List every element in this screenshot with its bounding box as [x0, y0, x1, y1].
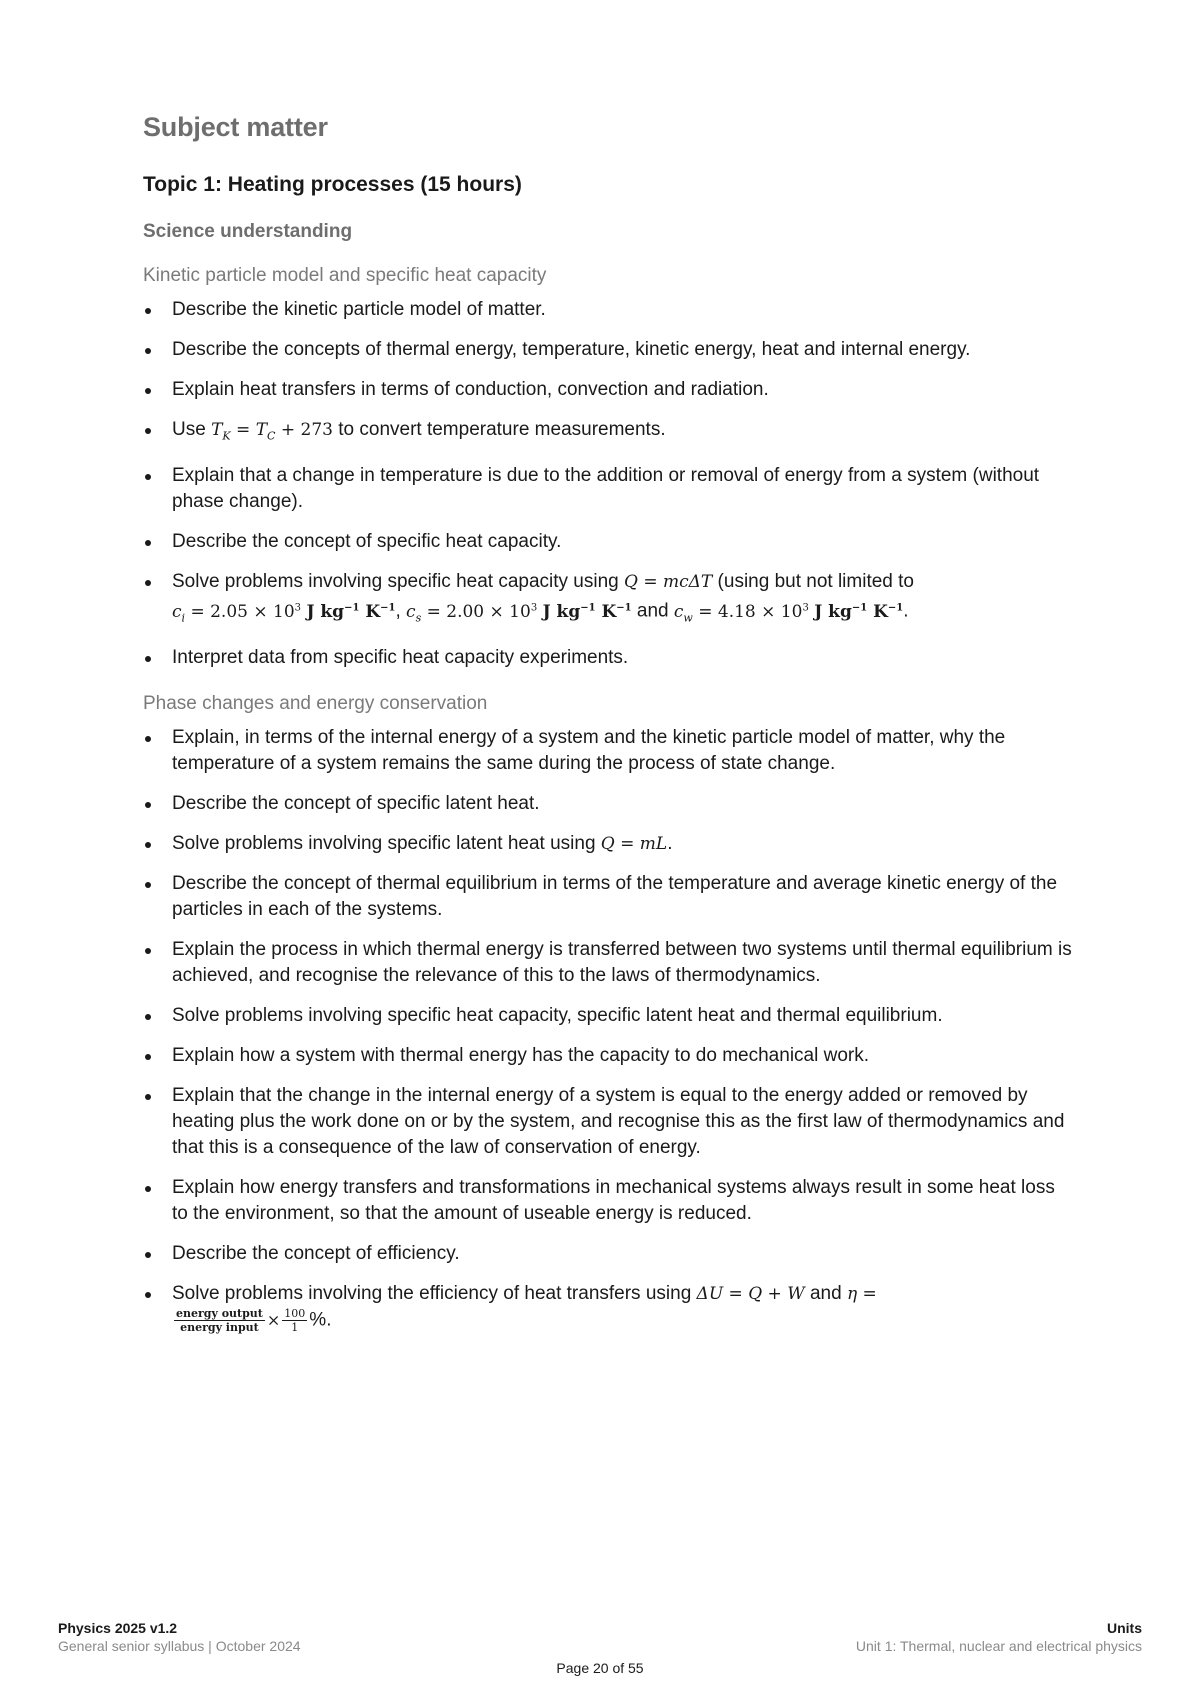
list-item-latent-heat-formula [143, 831, 1073, 857]
subheading: Science understanding [143, 221, 353, 242]
list-item: Describe the concepts of thermal energy, temperature, kinetic energy, heat and internal energy. [143, 337, 1073, 363]
item-text: Use [172, 419, 212, 440]
formula-first-law: ΔU = Q + W [696, 1284, 805, 1305]
topic-title: Topic 1: Heating processes (15 hours) [143, 173, 522, 196]
group-heading-phase: Phase changes and energy conservation [143, 693, 488, 715]
list-item: Describe the concept of specific heat capacity. [143, 529, 1073, 555]
formula-specific-heat: Q = mcΔT [624, 572, 713, 593]
item-text: Solve problems involving specific latent heat using [172, 833, 601, 855]
page-number: Page 20 of 55 [556, 1660, 644, 1676]
formula-temperature-conversion: $T_K = T_C + 273$ [211, 420, 333, 443]
list-item: Explain, in terms of the internal energy of a system and the kinetic particle model of matter, why the temperature of a system remains the same during the process of state change. [143, 725, 1073, 777]
footer-section: Units [1107, 1620, 1142, 1636]
item-text: . [667, 833, 673, 855]
list-item: Explain that the change in the internal energy of a system is equal to the energy added or removed by heating plus the work done on or by the system, and recognise this as the first law of thermodynamics and that this is a consequence of the law of conservation of energy. [143, 1083, 1073, 1161]
list-item-temperature-conversion [143, 417, 1073, 449]
item-text: Solve problems involving the efficiency of heat transfers using [172, 1283, 697, 1305]
item-text: Solve problems involving specific heat capacity using [172, 571, 625, 593]
section-title: Subject matter [143, 112, 328, 142]
formula-efficiency-lhs: η = [846, 1284, 877, 1305]
list-item: Solve problems involving specific heat capacity, specific latent heat and thermal equilibrium. [143, 1003, 1073, 1029]
list-item-specific-heat-formula: Solve problems involving specific heat capacity using Q = mcΔT (using but not limited to $c_i = 2.05 \times 10^3$ J $kg^{-1}$ $K^{-1}$, $c_s = 2.00 \times 10^3$ J $kg^{-1}$ $K^{-1}$ and $c_w = 4.18 \times 10^3$ J $kg^{-1}$ $K^{-1}$. [143, 569, 1073, 631]
list-item: Explain the process in which thermal energy is transferred between two systems until thermal equilibrium is achieved, and recognise the relevance of this to the laws of thermodynamics. [143, 937, 1073, 989]
footer-doc-title: Physics 2025 v1.2 [58, 1620, 178, 1636]
formula-latent-heat: Q = mL [600, 834, 668, 855]
fraction-energy: $\frac{\text{energy output}}{\text{energy input}}$ [176, 1307, 263, 1335]
fraction-hundred: $\frac{100}{1}$ [284, 1307, 306, 1335]
list-item: Describe the concept of thermal equilibrium in terms of the temperature and average kinetic energy of the particles in each of the systems. [143, 871, 1073, 923]
list-item: Explain how energy transfers and transformations in mechanical systems always result in some heat loss to the environment, so that the amount of useable energy is reduced. [143, 1175, 1073, 1227]
list-item: Describe the concept of specific latent heat. [143, 791, 1073, 817]
list-item: Explain how a system with thermal energy has the capacity to do mechanical work. [143, 1043, 1073, 1069]
list-item: Describe the kinetic particle model of matter. [143, 297, 1073, 323]
item-text: . [326, 1309, 332, 1331]
list-item: Explain heat transfers in terms of conduction, convection and radiation. [143, 377, 1073, 403]
bullet-list-kinetic [143, 297, 1073, 671]
formula-constants: $c_i = 2.05 \times 10^3$ J $kg^{-1}$ $K^{-1}$ [172, 602, 396, 625]
list-item: Explain that a change in temperature is due to the addition or removal of energy from a system (without phase change). [143, 463, 1073, 515]
item-text: . [903, 601, 909, 623]
bullet-list-phase [143, 725, 1073, 1334]
footer-doc-subtitle: General senior syllabus | October 2024 [58, 1638, 301, 1654]
list-item: Describe the concept of efficiency. [143, 1241, 1073, 1267]
group-heading-kinetic: Kinetic particle model and specific heat capacity [143, 265, 547, 286]
footer-right [856, 1620, 1142, 1654]
document-body [143, 112, 1073, 1348]
footer-left [58, 1620, 301, 1654]
list-item-efficiency-formula: Solve problems involving the efficiency of heat transfers using ΔU = Q + W and η = $\frac{\text{energy output}}{\text{energy input}}$ × $\frac{100}{1}$ %. [143, 1281, 1073, 1334]
list-item: Interpret data from specific heat capacity experiments. [143, 645, 1073, 671]
item-text: (using but not limited to [712, 571, 914, 593]
item-text: to convert temperature measurements. [332, 419, 666, 440]
footer-unit: Unit 1: Thermal, nuclear and electrical physics [855, 1638, 1142, 1654]
item-text: and [804, 1283, 847, 1305]
